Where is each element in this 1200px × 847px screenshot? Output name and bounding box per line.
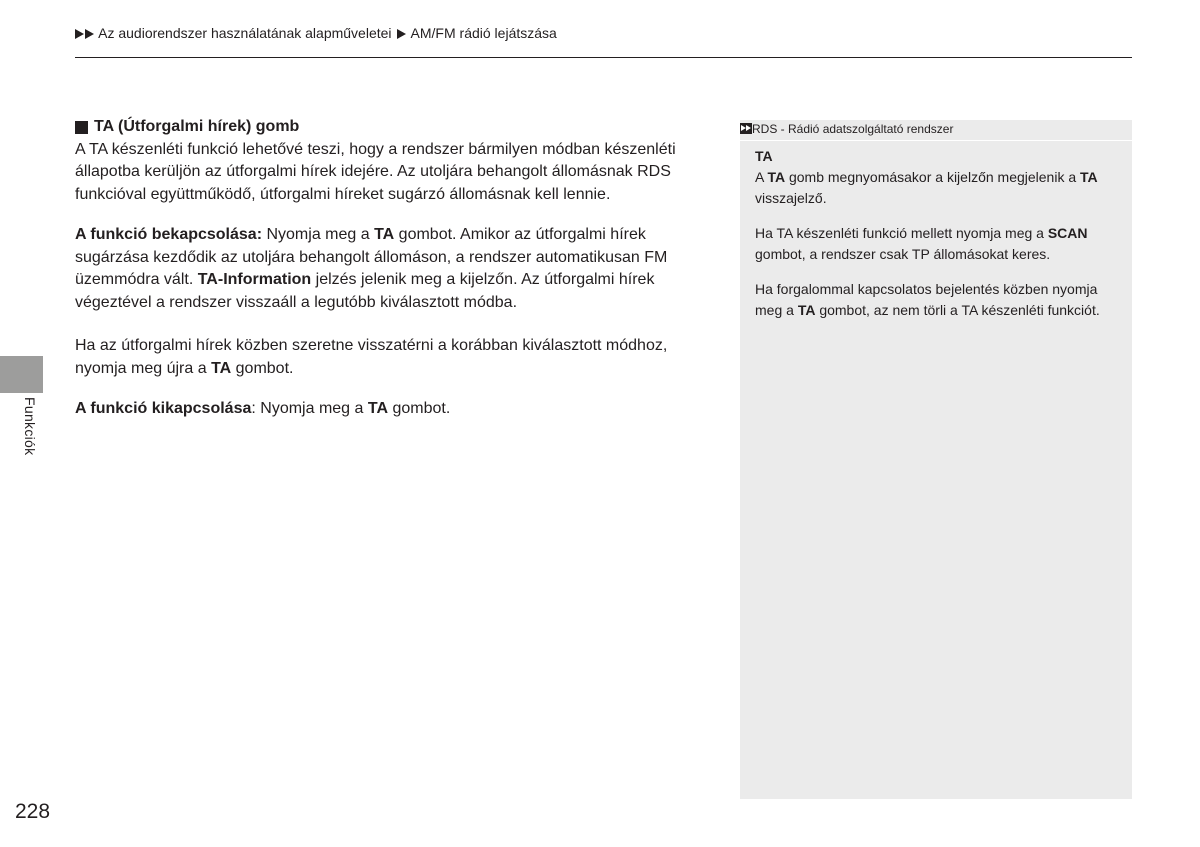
- text-span: gombot.: [231, 359, 294, 377]
- triangle-right-icon: [85, 29, 94, 39]
- page-number: 228: [15, 800, 51, 823]
- ta-information-ref: TA-Information: [197, 271, 312, 288]
- text-span: gombot, az nem törli a TA készenléti funkciót.: [815, 302, 1100, 318]
- text-span: Nyomja meg a: [262, 226, 375, 243]
- text-span: visszajelző.: [755, 190, 827, 206]
- disable-paragraph: [75, 398, 715, 421]
- text-span: gombot, a rendszer csak TP állomásokat keres.: [755, 246, 1051, 262]
- text-span: gomb megnyomásakor a kijelzőn megjelenik a: [785, 169, 1081, 185]
- chapter-tab: [0, 356, 43, 393]
- text-span: A: [755, 169, 768, 185]
- sidebar-body: [740, 141, 1132, 321]
- section-heading: [75, 116, 715, 139]
- breadcrumb: [75, 25, 557, 41]
- ta-button-ref: TA: [374, 226, 395, 243]
- text-span: gombot.: [388, 400, 451, 417]
- sidebar-header: [740, 120, 1132, 141]
- text-span: Ha TA készenléti funkció mellett nyomja meg a: [755, 225, 1048, 241]
- return-paragraph: [75, 335, 715, 380]
- header-divider: [75, 57, 1132, 58]
- chapter-label: Funkciók: [22, 397, 38, 456]
- text-span: jelzés jelenik meg a kijelzőn. Az útforgalmi hírek végeztével a rendszer visszaáll a legutóbb kiválasztott módba.: [75, 271, 655, 311]
- sidebar-paragraph-2: [755, 223, 1117, 265]
- double-arrow-icon: [740, 123, 752, 134]
- triangle-right-icon: [75, 29, 84, 39]
- breadcrumb-parent: Az audiorendszer használatának alapműveletei: [98, 25, 392, 41]
- triangle-right-icon: [397, 29, 406, 39]
- intro-paragraph: A TA készenléti funkció lehetővé teszi, hogy a rendszer bármilyen módban készenléti állapotba kerüljön az útforgalmi hírek idejére. Az utoljára behangolt állomásnak RDS funkcióval együttműködő, útforgalmi híreket sugárzó állomásnak kell lennie.: [75, 140, 676, 203]
- ta-button-ref: TA: [797, 302, 816, 318]
- ta-button-ref: TA: [367, 400, 388, 417]
- sidebar-title: TA: [755, 148, 773, 164]
- text-span: Ha az útforgalmi hírek közben szeretne visszatérni a korábban kiválasztott módhoz, nyomja meg újra a: [75, 337, 668, 377]
- text-span: gombot. Amikor az útforgalmi hírek sugárzása kezdődik az utoljára behangolt állomáson, a rendszer automatikusan FM üzemmódra vált.: [75, 226, 668, 288]
- sidebar-header-text: RDS - Rádió adatszolgáltató rendszer: [752, 122, 954, 136]
- disable-label: A funkció kikapcsolása: [75, 400, 252, 417]
- breadcrumb-current: AM/FM rádió lejátszása: [410, 25, 557, 41]
- text-span: : Nyomja meg a: [251, 400, 368, 417]
- section-heading-text: TA (Útforgalmi hírek) gomb: [94, 118, 300, 135]
- scan-button-ref: SCAN: [1047, 225, 1088, 241]
- enable-label: A funkció bekapcsolása:: [75, 226, 263, 243]
- sidebar-paragraph-1: [755, 167, 1117, 209]
- square-bullet-icon: [75, 121, 88, 134]
- main-content: [75, 116, 715, 421]
- ta-button-ref: TA: [767, 169, 786, 185]
- sidebar-paragraph-3: [755, 279, 1117, 321]
- text-span: Ha forgalommal kapcsolatos bejelentés közben nyomja meg a: [755, 281, 1098, 318]
- sidebar-note: [740, 120, 1132, 799]
- ta-button-ref: TA: [211, 359, 232, 377]
- enable-paragraph: [75, 224, 715, 314]
- ta-indicator-ref: TA: [1080, 169, 1098, 185]
